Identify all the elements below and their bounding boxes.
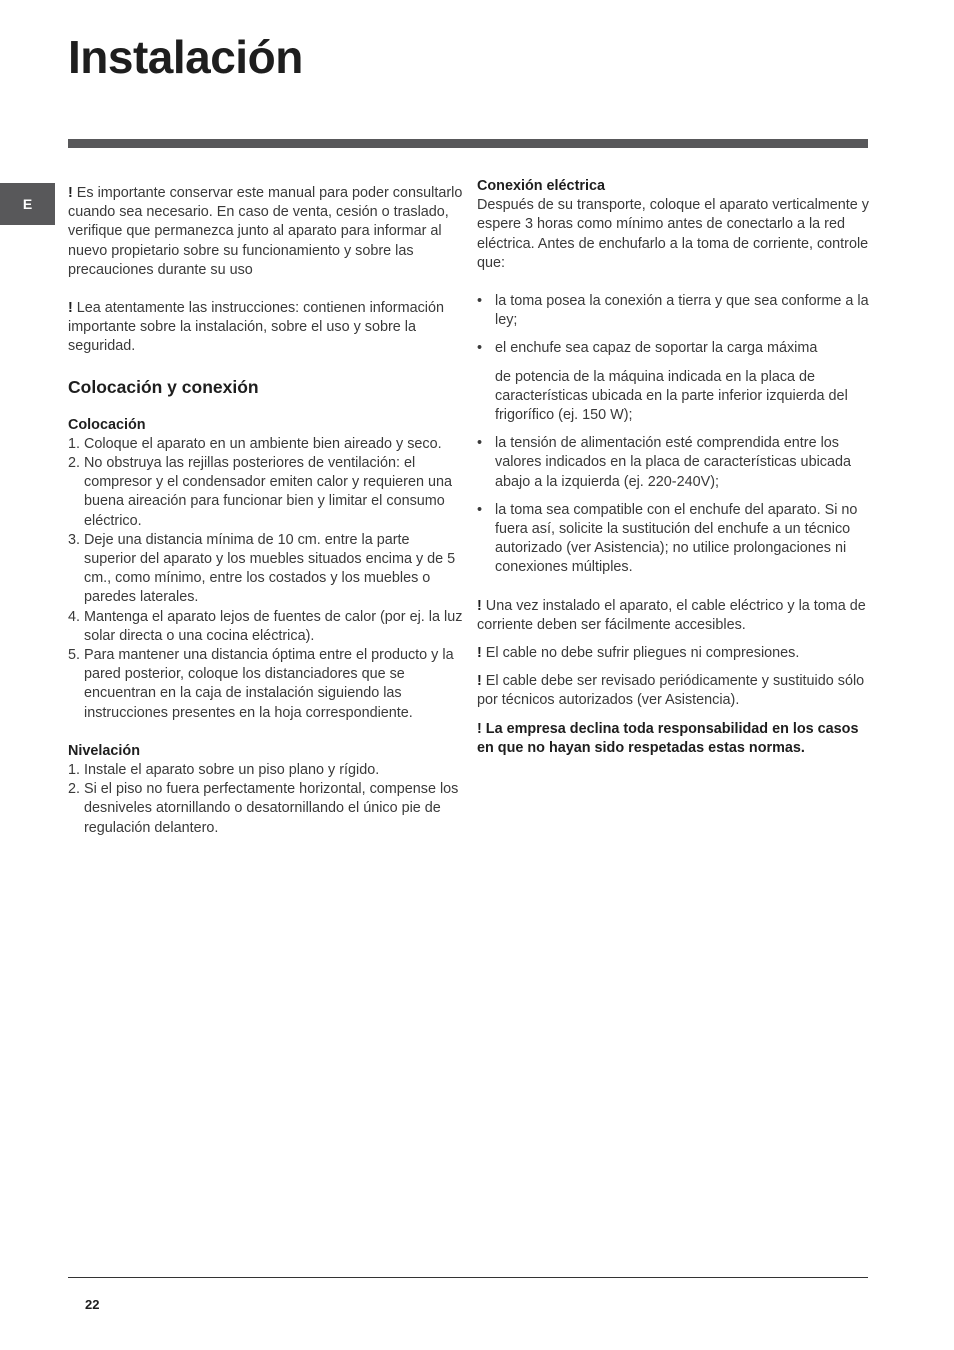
- list-item: 2. No obstruya las rejillas posteriores de ventilación: el compresor y el condensador emiten calor y requieren una buena aireación para funcionar bien y limitar el consumo eléctrico.: [68, 455, 452, 529]
- note-read-instructions: [68, 299, 463, 357]
- note-text: Lea atentamente las instrucciones: contienen información importante sobre la instalación, sobre el uso y sobre la seguridad.: [68, 300, 444, 355]
- bullet-icon: •: [477, 501, 483, 518]
- exclamation-mark: !: [68, 185, 73, 201]
- note-text: Es importante conservar este manual para poder consultarlo cuando sea necesario. En caso de venta, cesión o traslado, verifique que permanezca junto al aparato para informar al nuevo propietario sobre su funcionamiento y sobre las precauciones durante su uso: [68, 185, 463, 278]
- note-keep-manual: [68, 184, 463, 280]
- left-column: [68, 184, 463, 857]
- list-item: 3. Deje una distancia mínima de 10 cm. entre la parte superior del aparato y los muebles situados encima y de 5 cm., como mínimo, entre los costados y los muebles o paredes laterales.: [68, 531, 456, 606]
- subheading-leveling: Nivelación: [68, 742, 140, 759]
- warning-inspect-cable: ! El cable debe ser revisado periódicamente y sustituido sólo por técnicos autorizados (ver Asistencia).: [477, 673, 865, 709]
- electrical-checklist: [477, 292, 869, 359]
- exclamation-mark: !: [68, 300, 73, 317]
- page-title: Instalación: [68, 31, 303, 83]
- list-item: 2. Si el piso no fuera perfectamente horizontal, compense los desniveles atornillando o desatornillando el único pie de regulación delantero.: [68, 781, 459, 836]
- subheading-electrical: Conexión eléctrica: [477, 178, 605, 194]
- list-item: • el enchufe sea capaz de soportar la carga máxima: [477, 339, 869, 358]
- footer-divider: [68, 1277, 868, 1278]
- bullet-continuation: de potencia de la máquina indicada en la placa de características ubicada en la parte inferior izquierda del frigorífico (ej. 150 W);: [495, 368, 848, 424]
- liability-disclaimer: ! La empresa declina toda responsabilidad en los casos en que no hayan sido respetadas estas normas.: [477, 720, 859, 756]
- warning-accessible-cable: ! Una vez instalado el aparato, el cable eléctrico y la toma de corriente deben ser fácilmente accesibles.: [477, 597, 866, 633]
- warning-no-folds: ! El cable no debe sufrir pliegues ni compresiones.: [477, 645, 800, 662]
- electrical-intro: Después de su transporte, coloque el aparato verticalmente y espere 3 horas como mínimo antes de conectarlo a la red eléctrica. Antes de enchufarlo a la toma de corriente, controle que:: [477, 197, 869, 271]
- exclamation-mark: !: [477, 645, 482, 662]
- list-item: 5. Para mantener una distancia óptima entre el producto y la pared posterior, coloque los distanciadores que se encuentran en la caja de instalación siguiendo las instrucciones presentes en la hoja correspondiente.: [68, 647, 454, 721]
- list-item: 1. Instale el aparato sobre un piso plano y rígido.: [68, 762, 380, 779]
- bullet-icon: •: [477, 435, 483, 452]
- list-item: • la toma sea compatible con el enchufe del aparato. Si no fuera así, solicite la sustitución del enchufe a un técnico autorizado (ver Asistencia); no utilice prolongaciones ni conexiones múltiples.: [477, 501, 869, 578]
- bullet-icon: •: [477, 340, 483, 357]
- section-heading: Colocación y conexión: [68, 376, 259, 397]
- list-item: 4. Mantenga el aparato lejos de fuentes de calor (por ej. la luz solar directa o una cocina eléctrica).: [68, 608, 463, 644]
- right-column: [477, 177, 869, 758]
- placement-list: [68, 435, 463, 723]
- electrical-checklist-continued: [477, 434, 869, 577]
- exclamation-mark: !: [477, 597, 482, 614]
- list-item: 1. Coloque el aparato en un ambiente bien aireado y seco.: [68, 435, 442, 452]
- page-number: 22: [85, 1297, 100, 1312]
- exclamation-mark: !: [477, 673, 482, 690]
- subheading-placement: Colocación: [68, 416, 146, 433]
- list-item: • la tensión de alimentación esté comprendida entre los valores indicados en la placa de características ubicada abajo a la izquierda (ej. 220-240V);: [477, 434, 869, 492]
- language-tab: E: [0, 183, 55, 225]
- list-item: • la toma posea la conexión a tierra y que sea conforme a la ley;: [477, 292, 869, 330]
- bullet-icon: •: [477, 293, 483, 310]
- leveling-list: [68, 761, 463, 838]
- header-divider-bar: [68, 139, 868, 148]
